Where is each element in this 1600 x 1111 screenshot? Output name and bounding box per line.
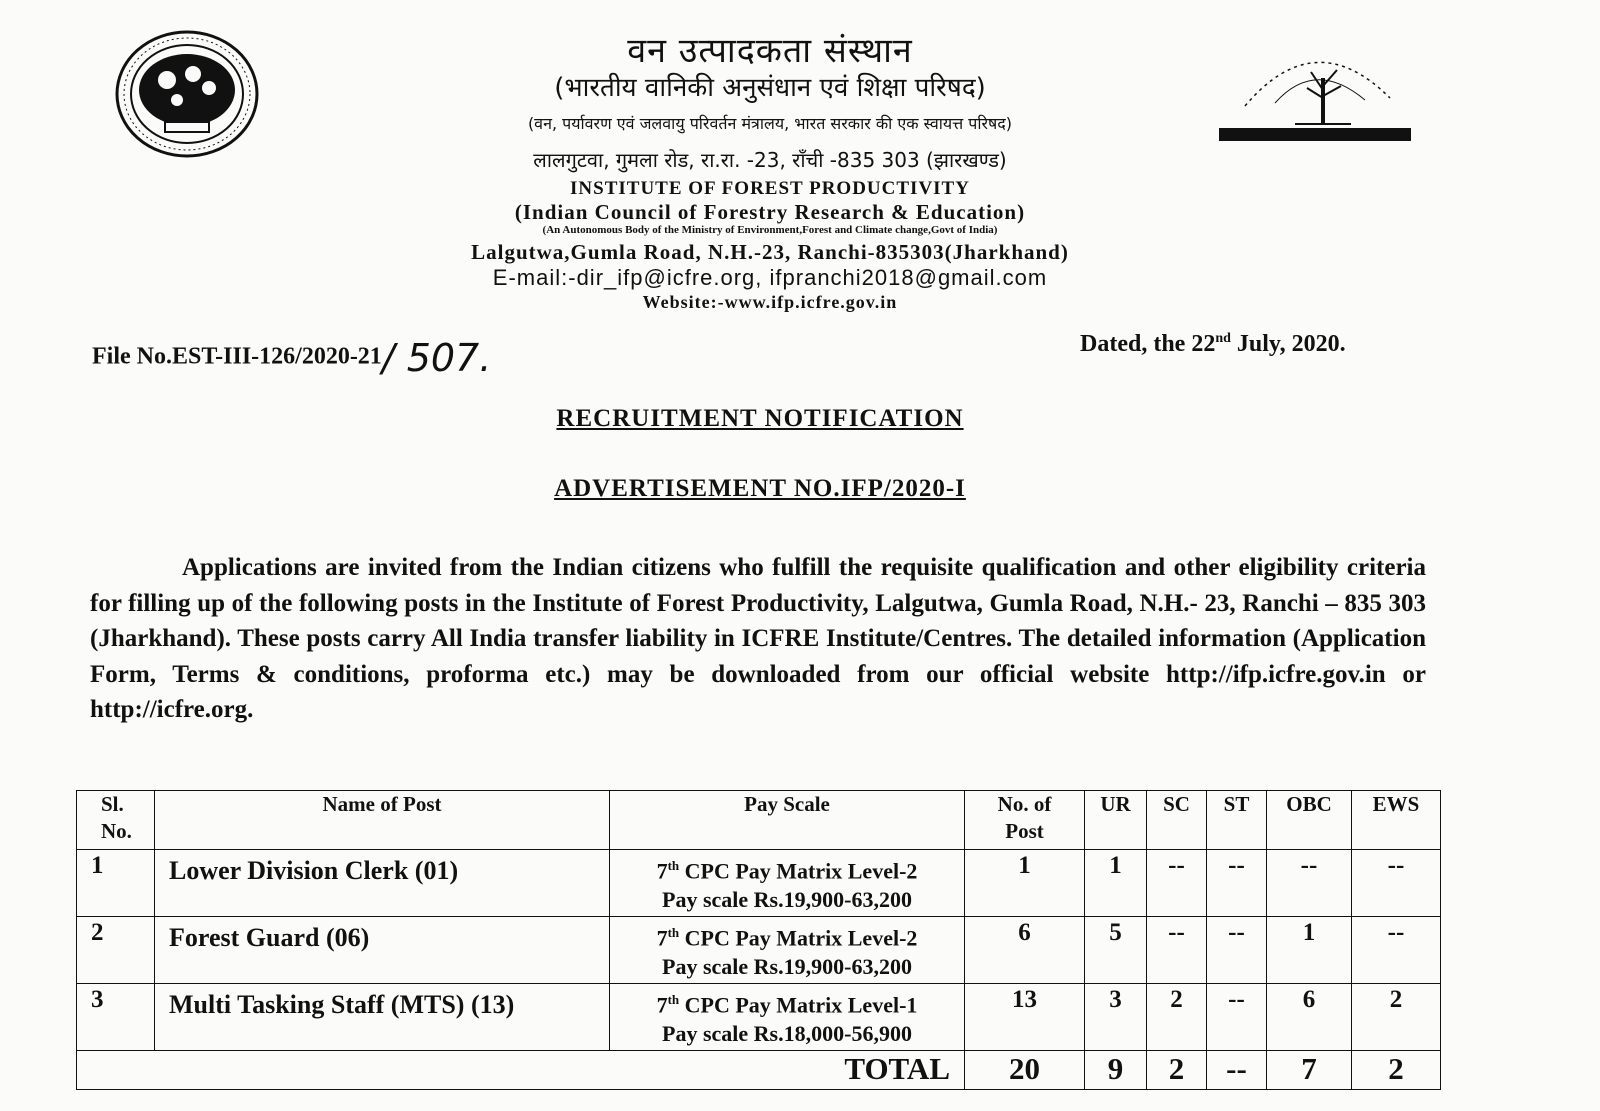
row-st: -- — [1207, 850, 1267, 917]
row-ews: -- — [1352, 850, 1441, 917]
pay-sup: th — [667, 858, 680, 873]
advertisement-number: ADVERTISEMENT NO.IFP/2020-I — [554, 475, 966, 502]
header-no-line1: No. of — [997, 792, 1052, 816]
row-ews: -- — [1352, 917, 1441, 984]
date-suffix: July, 2020. — [1230, 331, 1346, 357]
row-ur: 1 — [1085, 850, 1147, 917]
row-ur: 3 — [1085, 984, 1147, 1051]
row-no-of-post: 1 — [965, 850, 1085, 917]
header-st: ST — [1207, 791, 1267, 850]
total-st: -- — [1207, 1051, 1267, 1090]
header-sl-line2: No. — [101, 819, 132, 843]
date-line — [1080, 331, 1346, 358]
pay-sup: th — [667, 925, 680, 940]
row-no-of-post: 13 — [965, 984, 1085, 1051]
row-post-name: Lower Division Clerk (01) — [155, 850, 610, 917]
hindi-address: लालगुटवा, गुमला रोड, रा.रा. -23, राँची -835 303 (झारखण्ड) — [533, 148, 1007, 172]
total-label: TOTAL — [77, 1051, 965, 1090]
notice-paragraph: Applications are invited from the Indian citizens who fulfill the requisite qualification and other eligibility criteria for filling up of the following posts in the Institute of Forest Productivity, Lalgutwa, Gumla Road, N.H.- 23, Ranchi – 835 303 (Jharkhand). These posts carry All India transfer liability in ICFRE Institute/Centres. The detailed information (Application Form, Terms & conditions, proforma etc.) may be downloaded from our official website http://ifp.icfre.gov.in or http://icfre.org. — [90, 554, 1426, 723]
header-pay-scale: Pay Scale — [610, 791, 965, 850]
table-row — [77, 917, 1441, 984]
header-obc: OBC — [1267, 791, 1352, 850]
row-sl: 1 — [77, 850, 155, 917]
header-no-line2: Post — [1005, 819, 1044, 843]
row-sc: -- — [1147, 917, 1207, 984]
row-obc: -- — [1267, 850, 1352, 917]
row-pay-scale — [610, 984, 965, 1051]
row-ur: 5 — [1085, 917, 1147, 984]
email-line[interactable]: E-mail:-dir_ifp@icfre.org, ifpranchi2018@gmail.com — [492, 265, 1048, 290]
icfre-logo — [115, 30, 260, 158]
total-ur: 9 — [1085, 1051, 1147, 1090]
posts-table — [76, 790, 1441, 1090]
total-no-of-post: 20 — [965, 1051, 1085, 1090]
header-ews: EWS — [1352, 791, 1441, 850]
file-number-handwritten: / 507. — [381, 336, 492, 380]
total-sc: 2 — [1147, 1051, 1207, 1090]
table-header-row — [77, 791, 1441, 850]
header-no-of-post — [965, 791, 1085, 850]
council-name: (Indian Council of Forestry Research & Education) — [514, 200, 1026, 224]
row-no-of-post: 6 — [965, 917, 1085, 984]
row-sc: -- — [1147, 850, 1207, 917]
row-sc: 2 — [1147, 984, 1207, 1051]
pay-line1: CPC Pay Matrix Level-1 — [679, 992, 918, 1018]
row-obc: 1 — [1267, 917, 1352, 984]
header-name-of-post: Name of Post — [155, 791, 610, 850]
total-ews: 2 — [1352, 1051, 1441, 1090]
table-row — [77, 850, 1441, 917]
date-prefix: Dated, the 22 — [1080, 331, 1216, 357]
header-ur: UR — [1085, 791, 1147, 850]
notification-title: RECRUITMENT NOTIFICATION — [556, 405, 964, 432]
pay-line2: Pay scale Rs.19,900-63,200 — [662, 954, 912, 980]
hindi-body-line: (वन, पर्यावरण एवं जलवायु परिवर्तन मंत्रालय, भारत सरकार की एक स्वायत्त परिषद) — [527, 114, 1013, 133]
row-sl: 3 — [77, 984, 155, 1051]
autonomous-body-line: (An Autonomous Body of the Ministry of Environment,Forest and Climate change,Govt of India) — [542, 224, 998, 236]
hindi-institute-name: वन उत्पादकता संस्थान — [627, 31, 913, 71]
header-sl-line1: Sl. — [101, 792, 124, 816]
pay-sup: th — [667, 992, 680, 1007]
table-row — [77, 984, 1441, 1051]
table-total-row — [77, 1051, 1441, 1090]
website-line[interactable]: Website:-www.ifp.icfre.gov.in — [642, 292, 898, 312]
institute-address: Lalgutwa,Gumla Road, N.H.-23, Ranchi-835303(Jharkhand) — [471, 240, 1069, 264]
pay-line1: CPC Pay Matrix Level-2 — [679, 925, 918, 951]
total-obc: 7 — [1267, 1051, 1352, 1090]
pay-line1: CPC Pay Matrix Level-2 — [679, 858, 918, 884]
row-ews: 2 — [1352, 984, 1441, 1051]
file-number-label: File No.EST-III-126/2020-21 — [92, 343, 382, 370]
row-sl: 2 — [77, 917, 155, 984]
file-number — [92, 336, 491, 380]
institute-name: INSTITUTE OF FOREST PRODUCTIVITY — [570, 178, 970, 199]
pay-line2: Pay scale Rs.18,000-56,900 — [662, 1021, 912, 1047]
pay-pre: 7 — [656, 992, 668, 1018]
pay-pre: 7 — [656, 925, 668, 951]
date-suffix-sup: nd — [1215, 331, 1231, 346]
pay-pre: 7 — [656, 858, 668, 884]
row-st: -- — [1207, 917, 1267, 984]
row-pay-scale — [610, 850, 965, 917]
row-post-name: Multi Tasking Staff (MTS) (13) — [155, 984, 610, 1051]
row-st: -- — [1207, 984, 1267, 1051]
header-sc: SC — [1147, 791, 1207, 850]
row-pay-scale — [610, 917, 965, 984]
row-obc: 6 — [1267, 984, 1352, 1051]
row-post-name: Forest Guard (06) — [155, 917, 610, 984]
header-sl-no — [77, 791, 155, 850]
ifp-logo — [1215, 28, 1415, 143]
pay-line2: Pay scale Rs.19,900-63,200 — [662, 887, 912, 913]
hindi-council-name: (भारतीय वानिकी अनुसंधान एवं शिक्षा परिषद) — [554, 73, 986, 103]
